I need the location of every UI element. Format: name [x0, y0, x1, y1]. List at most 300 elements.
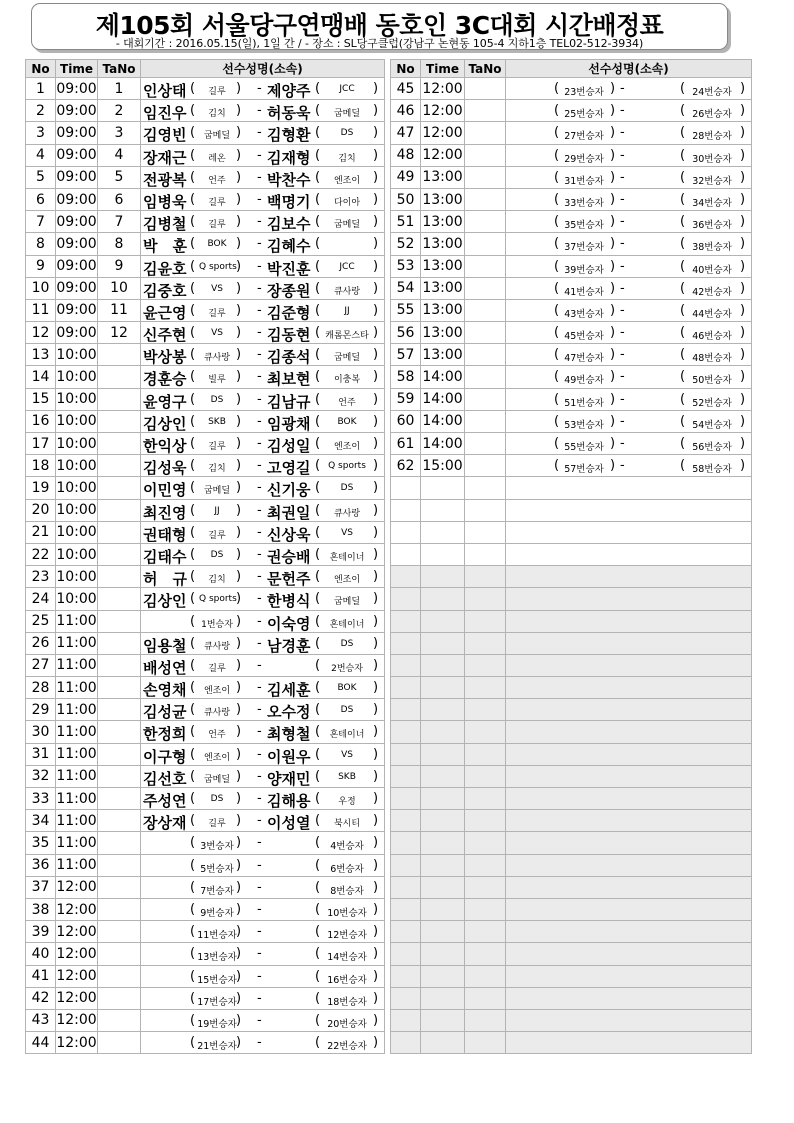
- close-paren: ): [236, 813, 242, 829]
- match-time: [421, 543, 465, 565]
- table-no: [465, 1032, 506, 1054]
- match-no: [391, 521, 421, 543]
- match-cell: [506, 898, 752, 920]
- table-row: [391, 211, 752, 233]
- open-paren: (: [680, 214, 686, 230]
- player-1-club: 길루: [208, 87, 226, 97]
- winner-ref-1: 17번승자: [197, 996, 237, 1008]
- table-row: [391, 588, 752, 610]
- winner-ref-2: 18번승자: [327, 996, 367, 1008]
- open-paren: (: [554, 458, 560, 474]
- match-cell: [506, 455, 752, 477]
- player-2-name: 김형환: [267, 126, 311, 145]
- table-no: [465, 898, 506, 920]
- close-paren: ): [236, 391, 242, 407]
- match-cell: [506, 1009, 752, 1031]
- open-paren: (: [554, 325, 560, 341]
- event-info: - 대회기간 : 2016.05.15(일), 1일 간 / - 장소 : SL당구클럽(강남구 논현동 105-4 지하1층 TEL02-512-3934): [115, 37, 644, 50]
- player-2-name: 한병식: [267, 592, 311, 610]
- match-cell: [506, 765, 752, 787]
- winner-ref-2: 22번승자: [327, 1041, 367, 1053]
- open-paren: (: [190, 347, 196, 363]
- player-2-name: 신상욱: [267, 525, 311, 544]
- table-no: [98, 854, 141, 876]
- match-cell: [506, 610, 752, 632]
- match-cell: [506, 433, 752, 455]
- table-row: [26, 610, 385, 632]
- player-2-club: VS: [341, 527, 353, 538]
- open-paren: (: [190, 369, 196, 385]
- match-no: 55: [391, 299, 421, 321]
- table-no: [98, 921, 141, 943]
- close-paren: ): [740, 436, 746, 451]
- winner-ref-1: 5번승자: [200, 863, 234, 875]
- match-cell: [506, 188, 752, 210]
- player-2-club: DS: [340, 638, 354, 649]
- table-no: [98, 499, 141, 521]
- versus-dash: -: [620, 147, 625, 163]
- close-paren: ): [740, 280, 746, 296]
- winner-ref-1: 45번승자: [564, 331, 604, 343]
- table-row: [391, 543, 752, 565]
- open-paren: (: [190, 436, 196, 451]
- player-1-name: 박상봉: [143, 348, 187, 366]
- player-2-club: JCC: [339, 84, 355, 94]
- header-row: [391, 60, 752, 78]
- match-no: [391, 1032, 421, 1054]
- player-2-name: 이성열: [267, 814, 311, 832]
- player-1-name: 장상재: [143, 814, 187, 832]
- table-no: [465, 987, 506, 1009]
- match-time: 10:00: [56, 566, 98, 588]
- versus-dash: -: [257, 413, 262, 429]
- close-paren: ): [373, 835, 379, 851]
- open-paren: (: [554, 258, 560, 274]
- match-no: 45: [391, 78, 421, 100]
- match-time: [421, 610, 465, 632]
- versus-dash: -: [257, 546, 262, 562]
- close-paren: ): [740, 258, 746, 274]
- player-2-name: 박진훈: [267, 259, 311, 278]
- open-paren: (: [315, 480, 321, 496]
- winner-ref-2: 16번승자: [327, 974, 367, 986]
- table-row: [26, 255, 385, 277]
- player-1-name: 신주현: [143, 326, 187, 344]
- close-paren: ): [373, 968, 379, 984]
- open-paren: (: [315, 1035, 321, 1051]
- match-time: 09:00: [56, 211, 98, 233]
- player-2-club: 김치: [338, 153, 356, 164]
- player-1-club: JJ: [214, 505, 220, 516]
- versus-dash: -: [257, 791, 262, 806]
- player-2-name: 최보현: [267, 370, 311, 389]
- table-no: [98, 433, 141, 455]
- open-paren: (: [190, 924, 196, 940]
- match-cell: [506, 166, 752, 188]
- versus-dash: -: [620, 125, 625, 141]
- open-paren: (: [190, 125, 196, 141]
- match-cell: [141, 632, 385, 654]
- match-no: [391, 854, 421, 876]
- match-time: 10:00: [56, 588, 98, 610]
- match-cell: [141, 654, 385, 676]
- open-paren: (: [315, 236, 321, 252]
- player-1-name: 이민영: [143, 481, 187, 500]
- table-row: [26, 677, 385, 699]
- player-2-club: DS: [340, 483, 354, 494]
- player-1-name: 임병욱: [143, 192, 187, 211]
- open-paren: (: [680, 347, 686, 363]
- match-cell: [141, 166, 385, 188]
- close-paren: ): [610, 413, 616, 429]
- close-paren: ): [236, 591, 242, 607]
- open-paren: (: [190, 302, 196, 318]
- player-2-name: 백명기: [267, 192, 311, 211]
- close-paren: ): [236, 702, 242, 718]
- winner-ref-2: 54번승자: [692, 419, 732, 431]
- open-paren: (: [190, 1012, 196, 1028]
- table-no: [98, 765, 141, 787]
- close-paren: ): [373, 81, 379, 96]
- open-paren: (: [315, 835, 321, 851]
- match-no: 25: [26, 610, 56, 632]
- table-row: [26, 1032, 385, 1054]
- player-1-name: 경훈승: [143, 370, 187, 389]
- match-time: 11:00: [56, 743, 98, 765]
- match-no: [391, 632, 421, 654]
- match-no: 53: [391, 255, 421, 277]
- player-2-club: 굽메딜: [333, 220, 361, 231]
- match-cell: [506, 233, 752, 255]
- close-paren: ): [373, 946, 379, 962]
- table-row: [391, 410, 752, 432]
- player-1-club: 레온: [208, 153, 226, 164]
- table-no: [98, 965, 141, 987]
- table-row: [26, 166, 385, 188]
- close-paren: ): [610, 347, 616, 363]
- table-row: [391, 921, 752, 943]
- match-no: 30: [26, 721, 56, 743]
- match-time: 09:00: [56, 188, 98, 210]
- match-no: 15: [26, 388, 56, 410]
- open-paren: (: [315, 458, 321, 474]
- open-paren: (: [680, 369, 686, 385]
- match-time: 11:00: [56, 810, 98, 832]
- winner-ref-2: 24번승자: [692, 87, 732, 98]
- col-tano: TaNo: [465, 60, 506, 78]
- close-paren: ): [373, 413, 379, 429]
- close-paren: ): [236, 946, 242, 962]
- open-paren: (: [190, 857, 196, 873]
- close-paren: ): [610, 280, 616, 296]
- table-row: [391, 100, 752, 122]
- player-1-name: 박 훈: [143, 237, 187, 255]
- player-1-club: 길루: [208, 220, 226, 231]
- player-2-club: DS: [340, 128, 354, 139]
- match-time: 10:00: [56, 521, 98, 543]
- match-cell: [141, 344, 385, 366]
- versus-dash: -: [257, 436, 262, 451]
- open-paren: (: [554, 169, 560, 185]
- table-no: [465, 255, 506, 277]
- open-paren: (: [315, 391, 321, 407]
- match-cell: [506, 277, 752, 299]
- open-paren: (: [680, 81, 686, 96]
- table-no: [465, 632, 506, 654]
- player-1-name: 윤근영: [143, 303, 187, 322]
- match-cell: [506, 876, 752, 898]
- player-1-name: 김상인: [143, 592, 187, 610]
- close-paren: ): [740, 413, 746, 429]
- versus-dash: -: [620, 369, 625, 385]
- player-2-name: 김재형: [267, 148, 311, 167]
- match-cell: [506, 366, 752, 388]
- player-2-name: 문헌주: [267, 570, 311, 588]
- winner-ref-2: 8번승자: [330, 885, 364, 897]
- match-cell: [506, 965, 752, 987]
- match-no: [391, 898, 421, 920]
- match-no: 52: [391, 233, 421, 255]
- close-paren: ): [373, 236, 379, 252]
- winner-ref-2: 12번승자: [327, 930, 367, 942]
- match-no: 44: [26, 1032, 56, 1054]
- match-cell: [506, 299, 752, 321]
- table-row: [391, 677, 752, 699]
- match-no: 9: [26, 255, 56, 277]
- player-2-club: 우정: [338, 797, 356, 807]
- versus-dash: -: [257, 280, 262, 296]
- close-paren: ): [373, 680, 379, 696]
- versus-dash: -: [620, 280, 625, 296]
- match-time: [421, 699, 465, 721]
- table-row: [391, 987, 752, 1009]
- player-1-club: DS: [210, 794, 224, 804]
- open-paren: (: [315, 901, 321, 917]
- versus-dash: -: [257, 813, 262, 829]
- winner-ref-1: 3번승자: [200, 841, 234, 853]
- match-no: 41: [26, 965, 56, 987]
- winner-ref-1: 13번승자: [197, 952, 237, 964]
- table-no: 4: [98, 144, 141, 166]
- match-time: 15:00: [421, 455, 465, 477]
- table-no: [465, 433, 506, 455]
- table-no: [465, 477, 506, 499]
- close-paren: ): [373, 214, 379, 230]
- table-row: [391, 699, 752, 721]
- open-paren: (: [190, 835, 196, 851]
- open-paren: (: [554, 81, 560, 96]
- close-paren: ): [610, 103, 616, 119]
- close-paren: ): [373, 458, 379, 474]
- player-2-name: 김보수: [267, 215, 311, 233]
- match-time: 11:00: [56, 788, 98, 810]
- close-paren: ): [236, 436, 242, 451]
- open-paren: (: [315, 768, 321, 784]
- match-cell: [506, 810, 752, 832]
- match-no: 12: [26, 322, 56, 344]
- match-cell: [506, 721, 752, 743]
- versus-dash: -: [620, 347, 625, 363]
- match-time: 10:00: [56, 499, 98, 521]
- open-paren: (: [680, 436, 686, 451]
- close-paren: ): [236, 901, 242, 917]
- close-paren: ): [610, 369, 616, 385]
- open-paren: (: [554, 236, 560, 252]
- versus-dash: -: [257, 214, 262, 230]
- versus-dash: -: [257, 613, 262, 629]
- open-paren: (: [554, 125, 560, 141]
- close-paren: ): [373, 391, 379, 407]
- table-row: [391, 299, 752, 321]
- match-no: 24: [26, 588, 56, 610]
- versus-dash: -: [620, 169, 625, 185]
- match-cell: [506, 832, 752, 854]
- close-paren: ): [236, 635, 242, 651]
- match-time: 13:00: [421, 255, 465, 277]
- winner-ref-2: 40번승자: [692, 264, 732, 276]
- col-tano: TaNo: [98, 60, 141, 78]
- match-time: [421, 632, 465, 654]
- open-paren: (: [554, 280, 560, 296]
- open-paren: (: [190, 214, 196, 230]
- close-paren: ): [373, 546, 379, 562]
- close-paren: ): [610, 191, 616, 207]
- match-time: 10:00: [56, 433, 98, 455]
- player-1-club: 1번승자: [201, 619, 233, 630]
- player-1-name: 권태형: [143, 525, 187, 544]
- versus-dash: -: [620, 236, 625, 252]
- close-paren: ): [373, 569, 379, 585]
- table-row: [391, 388, 752, 410]
- close-paren: ): [236, 968, 242, 984]
- player-1-club: BOK: [207, 239, 227, 250]
- player-1-name: 김병철: [143, 215, 187, 233]
- player-2-name: 김준형: [267, 303, 311, 322]
- match-no: 49: [391, 166, 421, 188]
- winner-ref-2: 6번승자: [330, 863, 364, 875]
- match-no: 2: [26, 100, 56, 122]
- close-paren: ): [236, 1012, 242, 1028]
- col-no: No: [26, 60, 56, 78]
- close-paren: ): [610, 391, 616, 407]
- player-2-club: BOK: [337, 416, 357, 427]
- open-paren: (: [190, 391, 196, 407]
- player-1-club: 길루: [208, 530, 226, 541]
- player-1-name: 한정희: [143, 725, 187, 744]
- schedule-table-left: [25, 59, 385, 1054]
- close-paren: ): [236, 680, 242, 696]
- player-1-club: 길루: [208, 819, 226, 830]
- match-no: [391, 743, 421, 765]
- match-cell: [506, 543, 752, 565]
- close-paren: ): [373, 990, 379, 1006]
- match-no: 4: [26, 144, 56, 166]
- table-no: [465, 410, 506, 432]
- match-time: 11:00: [56, 677, 98, 699]
- player-1-name: 김선호: [143, 769, 187, 788]
- player-1-club: 언주: [208, 730, 226, 741]
- table-row: [26, 455, 385, 477]
- table-row: [26, 632, 385, 654]
- winner-ref-1: 35번승자: [564, 220, 604, 232]
- table-row: [26, 521, 385, 543]
- player-2-name: 박찬수: [267, 170, 311, 189]
- close-paren: ): [373, 724, 379, 740]
- versus-dash: -: [257, 103, 262, 119]
- match-cell: [141, 854, 385, 876]
- match-no: 33: [26, 788, 56, 810]
- close-paren: ): [373, 125, 379, 141]
- open-paren: (: [315, 302, 321, 318]
- match-time: 10:00: [56, 477, 98, 499]
- table-no: [465, 366, 506, 388]
- player-1-club: 빌루: [208, 375, 226, 386]
- match-time: 09:00: [56, 255, 98, 277]
- open-paren: (: [190, 901, 196, 917]
- match-no: [391, 1009, 421, 1031]
- table-no: 1: [98, 78, 141, 100]
- player-1-club: 큐사랑: [203, 353, 231, 364]
- match-time: 12:00: [56, 943, 98, 965]
- open-paren: (: [554, 369, 560, 385]
- match-time: 12:00: [56, 1032, 98, 1054]
- player-2-name: 임광채: [267, 414, 311, 433]
- open-paren: (: [190, 635, 196, 651]
- match-cell: [141, 299, 385, 321]
- table-no: [98, 677, 141, 699]
- winner-ref-2: 26번승자: [692, 109, 732, 121]
- open-paren: (: [680, 169, 686, 185]
- versus-dash: -: [257, 924, 262, 940]
- table-no: [465, 166, 506, 188]
- open-paren: (: [190, 1035, 196, 1051]
- close-paren: ): [373, 1035, 379, 1051]
- match-time: 11:00: [56, 699, 98, 721]
- table-no: [98, 898, 141, 920]
- match-cell: [141, 78, 385, 100]
- versus-dash: -: [620, 458, 625, 474]
- match-cell: [506, 410, 752, 432]
- player-1-club: VS: [211, 328, 223, 339]
- table-row: [391, 610, 752, 632]
- table-row: [26, 921, 385, 943]
- close-paren: ): [236, 325, 242, 341]
- open-paren: (: [315, 569, 321, 585]
- player-1-club: 엔조이: [203, 752, 231, 763]
- versus-dash: -: [257, 391, 262, 407]
- open-paren: (: [315, 214, 321, 230]
- open-paren: (: [315, 946, 321, 962]
- match-cell: [141, 477, 385, 499]
- match-cell: [141, 410, 385, 432]
- player-1-name: 배성연: [143, 658, 187, 677]
- table-no: [465, 832, 506, 854]
- match-no: 14: [26, 366, 56, 388]
- match-cell: [506, 743, 752, 765]
- table-row: [391, 78, 752, 100]
- winner-ref-2: 28번승자: [692, 131, 732, 143]
- table-row: [391, 277, 752, 299]
- open-paren: (: [190, 990, 196, 1006]
- player-2-club: 캐롬몬스타: [325, 331, 369, 342]
- match-cell: [506, 100, 752, 122]
- open-paren: (: [315, 657, 321, 673]
- open-paren: (: [315, 147, 321, 163]
- versus-dash: -: [257, 125, 262, 141]
- title-box: [31, 3, 728, 50]
- close-paren: ): [740, 369, 746, 385]
- table-row: [26, 277, 385, 299]
